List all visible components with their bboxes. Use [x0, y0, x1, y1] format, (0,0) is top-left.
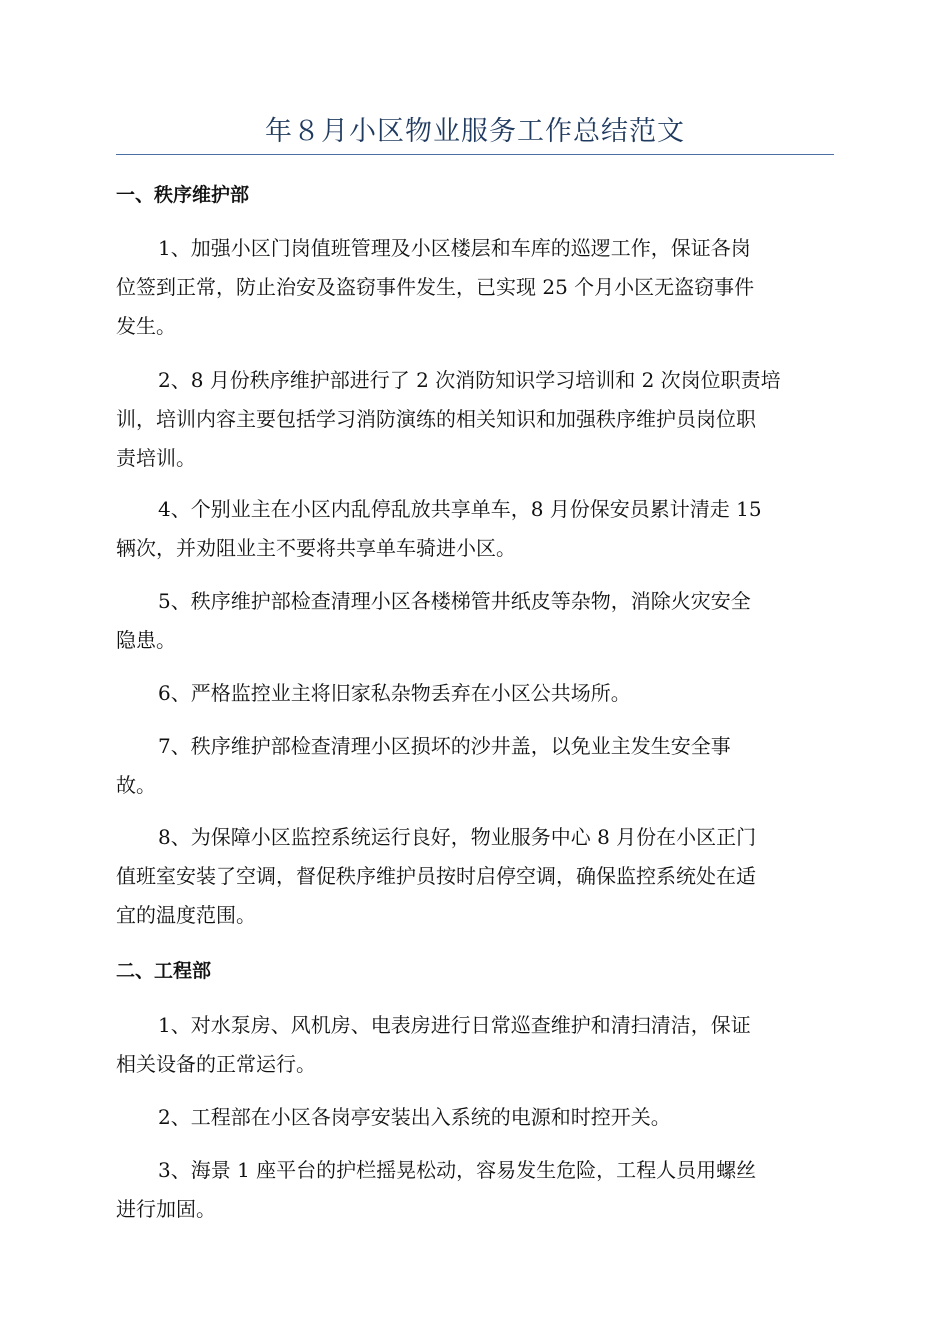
document-title: 年８月小区物业服务工作总结范文	[265, 116, 685, 147]
paragraph-line: 1、对水泵房、风机房、电表房进行日常巡查维护和清扫清洁，保证	[158, 1013, 751, 1037]
title-underline	[116, 154, 834, 155]
paragraph-line: 故。	[116, 773, 156, 797]
paragraph-line: 8、为保障小区监控系统运行良好，物业服务中心 8 月份在小区正门	[158, 825, 757, 849]
paragraph-security-5	[116, 582, 834, 660]
paragraph-security-4	[116, 490, 834, 568]
paragraph-security-6	[116, 674, 834, 713]
paragraph-security-8	[116, 818, 834, 935]
paragraph-line: 值班室安装了空调，督促秩序维护员按时启停空调，确保监控系统处在适	[116, 864, 756, 888]
paragraph-line: 7、秩序维护部检查清理小区损坏的沙井盖，以免业主发生安全事	[158, 734, 731, 758]
paragraph-line: 1、加强小区门岗值班管理及小区楼层和车库的巡逻工作，保证各岗	[158, 236, 751, 260]
paragraph-engineering-2	[116, 1098, 834, 1137]
paragraph-line: 2、工程部在小区各岗亭安装出入系统的电源和时控开关。	[158, 1105, 671, 1129]
paragraph-security-1	[116, 229, 834, 346]
section-heading-security: 一、秩序维护部	[116, 184, 250, 206]
paragraph-line: 隐患。	[116, 628, 176, 652]
paragraph-line: 4、个别业主在小区内乱停乱放共享单车，8 月份保安员累计清走 15	[158, 497, 762, 521]
paragraph-line: 2、8 月份秩序维护部进行了 2 次消防知识学习培训和 2 次岗位职责培	[158, 368, 781, 392]
paragraph-line: 位签到正常，防止治安及盗窃事件发生，已实现 25 个月小区无盗窃事件	[116, 275, 755, 299]
paragraph-line: 6、严格监控业主将旧家私杂物丢弃在小区公共场所。	[158, 681, 631, 705]
paragraph-line: 相关设备的正常运行。	[116, 1052, 316, 1076]
paragraph-engineering-1	[116, 1006, 834, 1084]
paragraph-line: 进行加固。	[116, 1197, 216, 1221]
paragraph-line: 3、海景 1 座平台的护栏摇晃松动，容易发生危险，工程人员用螺丝	[158, 1158, 757, 1182]
paragraph-security-7	[116, 727, 834, 805]
paragraph-line: 5、秩序维护部检查清理小区各楼梯管井纸皮等杂物，消除火灾安全	[158, 589, 751, 613]
paragraph-line: 训，培训内容主要包括学习消防演练的相关知识和加强秩序维护员岗位职	[116, 407, 756, 431]
paragraph-line: 辆次，并劝阻业主不要将共享单车骑进小区。	[116, 536, 516, 560]
paragraph-security-2	[116, 361, 834, 478]
paragraph-engineering-3	[116, 1151, 834, 1229]
paragraph-line: 责培训。	[116, 446, 196, 470]
paragraph-line: 宜的温度范围。	[116, 903, 256, 927]
section-heading-engineering: 二、工程部	[116, 960, 212, 982]
paragraph-line: 发生。	[116, 314, 176, 338]
